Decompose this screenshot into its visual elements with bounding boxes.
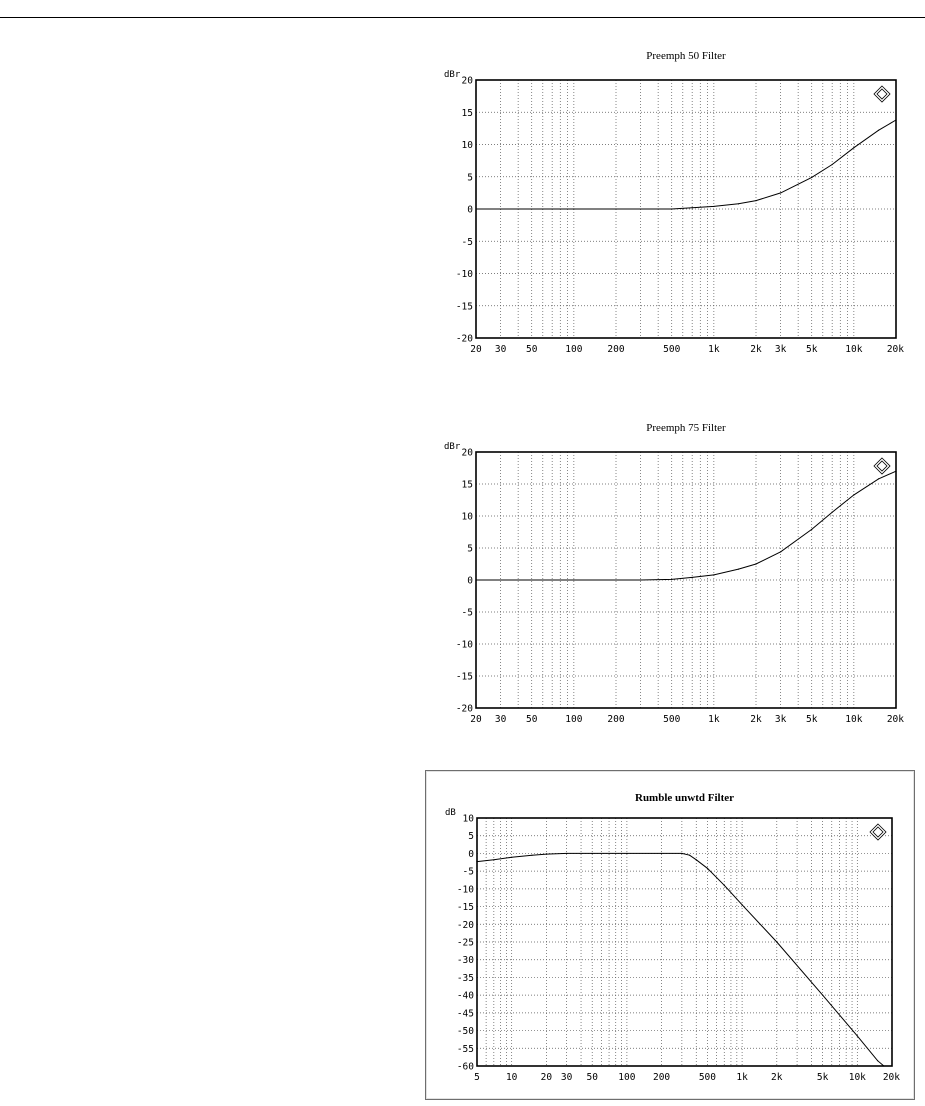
y-tick-label: 15 (461, 479, 473, 491)
data-point (696, 859, 697, 860)
data-point (755, 200, 756, 201)
y-tick-label: -20 (456, 919, 474, 931)
y-tick-label: 15 (461, 107, 473, 119)
data-point (573, 579, 574, 580)
data-point (895, 119, 896, 120)
data-point (832, 164, 833, 165)
chart-title: Preemph 75 Filter (646, 422, 726, 434)
y-tick-label: -15 (455, 301, 473, 313)
chart-title: Rumble unwtd Filter (635, 792, 734, 804)
data-point (592, 853, 593, 854)
x-tick-label: 5 (474, 1072, 480, 1083)
y-tick-label: -55 (456, 1043, 474, 1055)
y-axis-unit-label: dB (445, 808, 456, 818)
y-tick-label: 20 (461, 447, 473, 459)
data-point (724, 885, 725, 886)
x-tick-label: 100 (565, 344, 583, 355)
x-tick-label: 5k (805, 344, 818, 355)
y-tick-label: 0 (468, 848, 474, 860)
y-tick-label: -10 (456, 884, 474, 896)
page-top-rule (0, 17, 925, 18)
chart-svg (430, 42, 914, 368)
data-point (640, 579, 641, 580)
y-tick-label: -10 (455, 269, 473, 280)
data-point (692, 207, 693, 208)
y-tick-label: -10 (455, 639, 473, 651)
y-tick-label: -15 (456, 902, 474, 914)
x-tick-label: 100 (565, 714, 583, 725)
y-tick-label: -20 (455, 703, 473, 715)
data-point (692, 577, 693, 578)
x-tick-label: 1k (708, 344, 720, 355)
x-tick-label: 2k (771, 1072, 783, 1083)
data-point (689, 855, 690, 856)
x-tick-label: 20 (470, 714, 482, 725)
x-tick-label: 200 (607, 714, 625, 725)
data-point (546, 854, 547, 855)
x-tick-label: 50 (525, 344, 538, 355)
x-tick-label: 500 (663, 714, 681, 725)
data-point (811, 177, 812, 178)
data-point (878, 478, 879, 479)
y-tick-label: -50 (456, 1026, 474, 1038)
data-point (475, 208, 476, 209)
x-tick-label: 20k (886, 714, 904, 725)
data-point (877, 1060, 878, 1061)
x-tick-label: 20 (470, 344, 482, 355)
data-point (573, 208, 574, 209)
data-point (822, 995, 823, 996)
data-point (475, 579, 476, 580)
y-tick-label: 10 (461, 140, 473, 151)
chart-panel-preemph-75 (430, 412, 914, 738)
x-tick-label: 2k (750, 714, 762, 725)
x-tick-label: 3k (774, 714, 787, 725)
y-tick-label: -40 (456, 990, 474, 1002)
y-tick-label: -5 (462, 866, 474, 878)
y-tick-label: -35 (456, 972, 474, 984)
y-tick-label: -25 (456, 937, 474, 949)
x-tick-label: 30 (494, 714, 507, 725)
x-tick-label: 2k (750, 344, 762, 355)
data-point (853, 147, 854, 148)
data-point (776, 941, 777, 942)
y-tick-label: 0 (467, 204, 473, 216)
y-tick-label: 5 (468, 831, 474, 843)
x-tick-label: 3k (774, 344, 787, 355)
y-tick-label: 10 (461, 511, 473, 523)
chart-panel-rumble-unwtd (425, 770, 915, 1100)
x-tick-label: 50 (586, 1072, 598, 1083)
data-point (511, 857, 512, 858)
data-point (661, 853, 662, 854)
x-tick-label: 1k (736, 1072, 748, 1083)
data-point (738, 569, 739, 570)
data-point (707, 868, 708, 869)
y-tick-label: -15 (455, 671, 473, 683)
x-tick-label: 500 (663, 344, 681, 355)
y-tick-label: 20 (461, 75, 473, 87)
x-tick-label: 50 (525, 714, 538, 725)
x-tick-label: 30 (560, 1072, 573, 1083)
chart-svg (430, 412, 914, 738)
x-tick-label: 200 (652, 1072, 671, 1083)
x-tick-label: 20k (886, 344, 904, 355)
data-point (811, 529, 812, 530)
data-point (671, 579, 672, 580)
y-tick-label: -5 (461, 607, 473, 619)
data-point (780, 192, 781, 193)
data-point (476, 861, 477, 862)
data-point (493, 859, 494, 860)
data-point (566, 853, 567, 854)
data-point (742, 904, 743, 905)
y-axis-unit-label: dBr (444, 70, 461, 80)
y-tick-label: -45 (456, 1008, 474, 1020)
y-tick-label: 5 (467, 543, 473, 555)
chart-panel-preemph-50 (430, 42, 914, 368)
data-point (681, 853, 682, 854)
data-point (895, 471, 896, 472)
chart-title: Preemph 50 Filter (646, 50, 726, 62)
data-point (626, 853, 627, 854)
data-point (713, 574, 714, 575)
data-point (878, 130, 879, 131)
y-tick-label: -60 (456, 1061, 474, 1073)
x-tick-label: 100 (618, 1072, 636, 1083)
x-tick-label: 30 (494, 344, 507, 355)
x-tick-label: 10 (505, 1072, 518, 1083)
y-tick-label: 5 (467, 172, 473, 184)
x-tick-label: 20k (882, 1072, 900, 1083)
x-tick-label: 500 (698, 1072, 717, 1083)
y-axis-unit-label: dBr (444, 442, 461, 452)
x-tick-label: 200 (607, 344, 625, 355)
data-point (891, 1065, 892, 1066)
x-tick-label: 10k (848, 1072, 866, 1083)
y-tick-label: -5 (461, 236, 473, 248)
y-tick-label: -20 (455, 333, 473, 345)
data-point (755, 563, 756, 564)
data-point (738, 203, 739, 204)
x-tick-label: 5k (816, 1072, 829, 1083)
y-tick-label: 10 (462, 813, 474, 825)
data-point (883, 1065, 884, 1066)
y-tick-label: -30 (456, 955, 474, 967)
data-point (671, 208, 672, 209)
data-point (531, 855, 532, 856)
x-tick-label: 20 (540, 1072, 553, 1083)
x-tick-label: 5k (805, 714, 818, 725)
chart-svg (426, 771, 914, 1099)
x-tick-label: 10k (845, 714, 863, 725)
y-tick-label: 0 (467, 575, 473, 587)
x-tick-label: 10k (845, 344, 863, 355)
x-tick-label: 1k (708, 714, 720, 725)
data-point (780, 551, 781, 552)
data-point (857, 1035, 858, 1036)
data-point (853, 494, 854, 495)
data-point (713, 206, 714, 207)
data-point (832, 512, 833, 513)
